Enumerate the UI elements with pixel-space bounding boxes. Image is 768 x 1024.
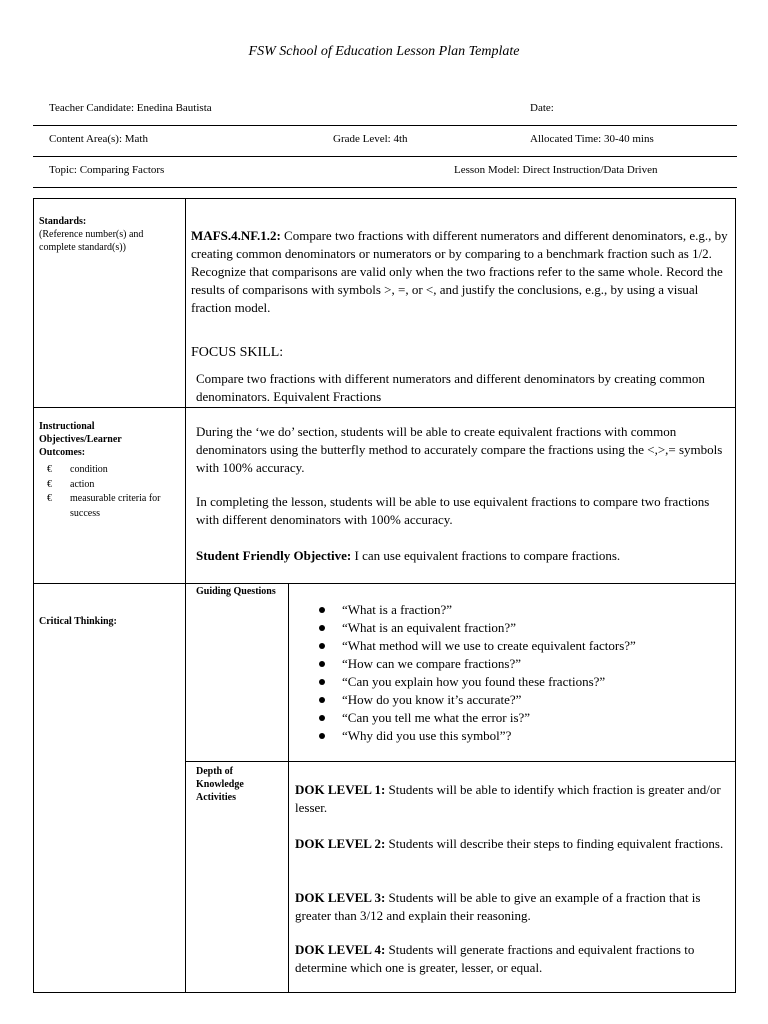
list-item: “What method will we use to create equivalent factors?” bbox=[315, 637, 725, 655]
standard-code: MAFS.4.NF.1.2: bbox=[191, 228, 281, 243]
dok-level-4: DOK LEVEL 4: Students will generate fractions and equivalent fractions to determine which one is greater, lesser, or equal. bbox=[295, 942, 695, 975]
critical-thinking-label: Critical Thinking: bbox=[39, 616, 117, 627]
guiding-questions-list bbox=[315, 601, 725, 745]
list-item: “How can we compare fractions?” bbox=[315, 655, 725, 673]
teacher-candidate: Teacher Candidate: Enedina Bautista bbox=[49, 102, 212, 114]
criteria-item: € action bbox=[47, 478, 95, 490]
criteria-item: € measurable criteria for success bbox=[47, 493, 161, 519]
lesson-plan-table bbox=[33, 198, 736, 993]
list-item: “What is a fraction?” bbox=[315, 601, 725, 619]
list-item: “What is an equivalent fraction?” bbox=[315, 619, 725, 637]
row-divider-1 bbox=[34, 407, 735, 408]
list-item: “Why did you use this symbol”? bbox=[315, 727, 725, 745]
topic: Topic: Comparing Factors bbox=[49, 164, 165, 176]
student-friendly-objective bbox=[196, 547, 726, 565]
list-item: “How do you know it’s accurate?” bbox=[315, 691, 725, 709]
focus-skill-label: FOCUS SKILL: bbox=[191, 345, 284, 360]
objective-paragraph-2: In completing the lesson, students will be able to use equivalent fractions to compare two fractions with different denominators with 100% accuracy. bbox=[196, 494, 710, 527]
label-column-divider bbox=[185, 199, 186, 993]
dok-level-1: DOK LEVEL 1: Students will be able to identify which fraction is greater and/or lesser. bbox=[295, 782, 721, 815]
standard-text: Compare two fractions with different numerators and different denominators, e.g., by creating common denominators or numerators or by comparing to a benchmark fraction such as 1/2. Recognize that comparisons are valid only when the two fractions refer to the same whole. Record the results of comparisons with symbols >, =, or <, and justify the conclusions, e.g., by using a visual fraction model. bbox=[191, 228, 728, 315]
objectives-label: Instructional Objectives/Learner Outcomes: bbox=[39, 421, 122, 458]
standard-description bbox=[191, 227, 731, 317]
sfo-text: I can use equivalent fractions to compare fractions. bbox=[354, 548, 621, 563]
row-divider-3 bbox=[185, 761, 735, 762]
row-divider-2 bbox=[34, 583, 735, 584]
header-row-teacher bbox=[33, 94, 737, 126]
lesson-model: Lesson Model: Direct Instruction/Data Driven bbox=[454, 164, 658, 176]
allocated-time: Allocated Time: 30-40 mins bbox=[530, 133, 654, 145]
guiding-questions-label: Guiding Questions bbox=[196, 586, 276, 597]
focus-skill-text: Compare two fractions with different numerators and different denominators by creating common denominators. Equivalent Fractions bbox=[196, 371, 705, 404]
grade-level: Grade Level: 4th bbox=[333, 133, 408, 145]
dok-level-3: DOK LEVEL 3: Students will be able to give an example of a fraction that is greater than 3/12 and explain their reasoning. bbox=[295, 890, 701, 923]
content-area: Content Area(s): Math bbox=[49, 133, 148, 145]
sub-column-divider bbox=[288, 583, 289, 993]
header-row-topic bbox=[33, 156, 737, 188]
objectives-criteria-list bbox=[39, 463, 181, 521]
header-row-content bbox=[33, 125, 737, 157]
objective-paragraph-1: During the ‘we do’ section, students will be able to create equivalent fractions with common denominators using the butterfly method to accurately compare the fractions using the <,>,= symbols with 100% accuracy. bbox=[196, 424, 723, 475]
list-item: “Can you explain how you found these fractions?” bbox=[315, 673, 725, 691]
dok-label: Depth of Knowledge Activities bbox=[196, 766, 244, 803]
sfo-label: Student Friendly Objective: bbox=[196, 548, 352, 563]
standards-label-note: (Reference number(s) and complete standard(s)) bbox=[39, 229, 144, 253]
date-field: Date: bbox=[530, 102, 554, 114]
list-item: “Can you tell me what the error is?” bbox=[315, 709, 725, 727]
criteria-item: € condition bbox=[47, 464, 108, 475]
standards-label-title: Standards: bbox=[39, 216, 87, 227]
dok-level-2: DOK LEVEL 2: Students will describe their steps to finding equivalent fractions. bbox=[295, 836, 724, 851]
document-title: FSW School of Education Lesson Plan Template bbox=[248, 44, 520, 59]
standards-label bbox=[39, 215, 181, 254]
